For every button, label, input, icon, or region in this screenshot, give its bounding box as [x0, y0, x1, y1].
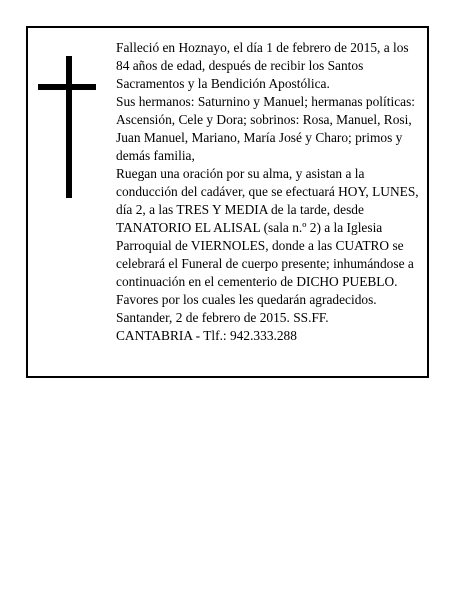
contact-line: CANTABRIA - Tlf.: 942.333.288 — [116, 328, 297, 343]
funeral-details-paragraph: Ruegan una oración por su alma, y asistan a la conducción del cadáver, que se efectuará HOY, LUNES, día 2, a las TRES Y MEDIA de la tarde, desde TANATORIO EL ALISAL (sala n.º 2) a la Iglesia Parroquial de VIERNOLES, donde a las CUATRO se celebrará el Funeral de cuerpo presente; inhumándose a continuación en el cementerio de DICHO PUEBLO. — [116, 166, 419, 289]
place-date-line: Santander, 2 de febrero de 2015. SS.FF. — [116, 310, 329, 325]
death-announcement-paragraph: Falleció en Hoznayo, el día 1 de febrero de 2015, a los 84 años de edad, después de recibir los Santos Sacramentos y la Bendición Apostólica. — [116, 40, 409, 91]
obituary-notice — [26, 26, 429, 378]
family-members-paragraph: Sus hermanos: Saturnino y Manuel; hermanas políticas: Ascensión, Cele y Dora; sobrinos: Rosa, Manuel, Rosi, Juan Manuel, Mariano, María José y Charo; primos y demás familia, — [116, 94, 416, 163]
thanks-line: Favores por los cuales les quedarán agradecidos. — [116, 292, 377, 307]
cross-horizontal-bar — [38, 84, 96, 90]
cross-vertical-bar — [66, 56, 72, 198]
obituary-text — [116, 39, 422, 345]
